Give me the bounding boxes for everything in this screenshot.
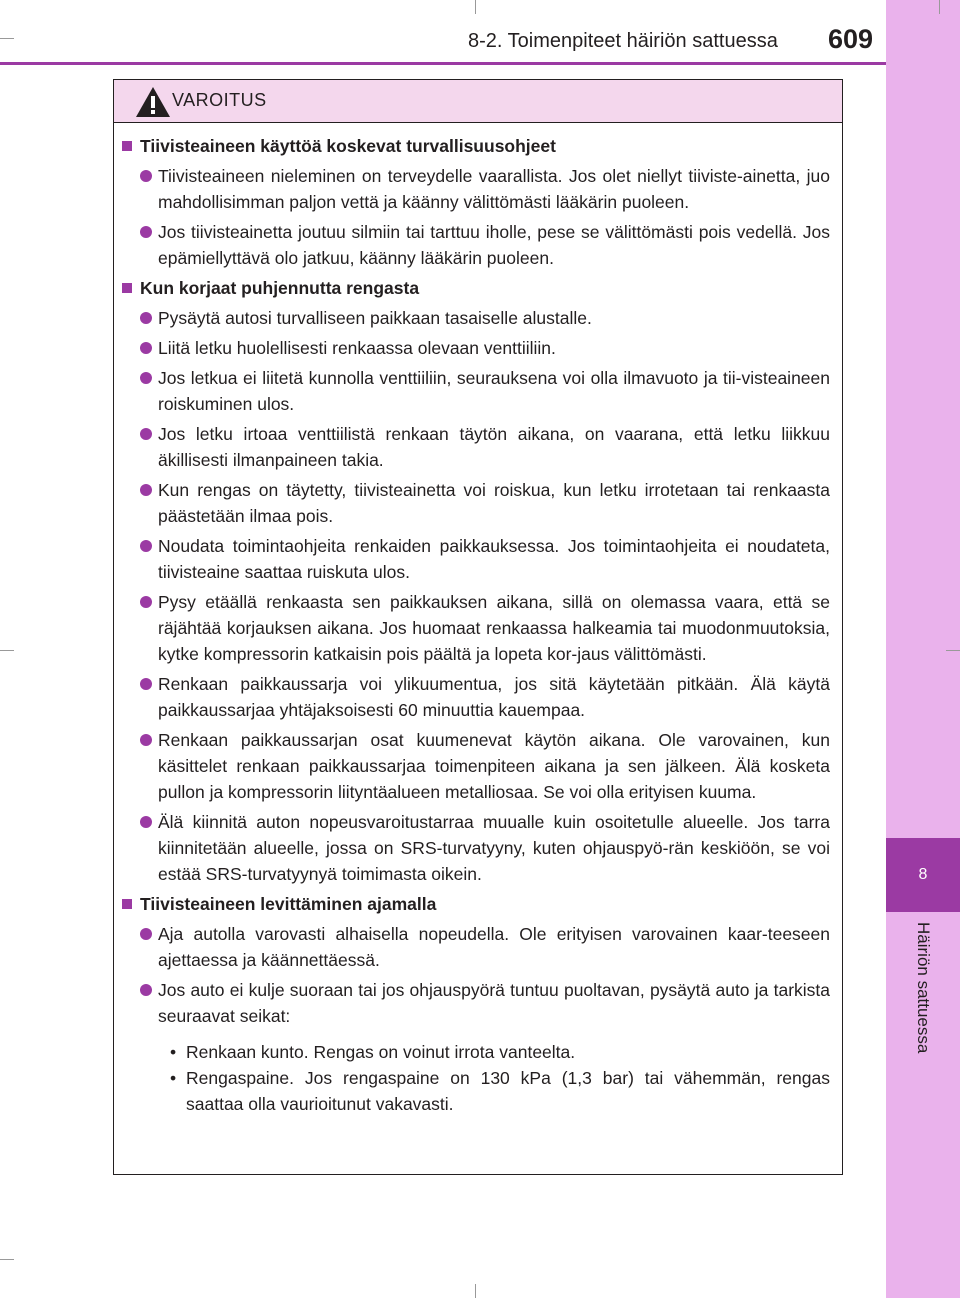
round-bullet-icon <box>140 170 152 182</box>
list-item: Pysäytä autosi turvalliseen paikkaan tasaiselle alustalle. <box>114 305 830 331</box>
warning-title: VAROITUS <box>172 90 267 110</box>
crop-mark <box>0 650 14 651</box>
list-item: Jos letkua ei liitetä kunnolla venttiiliin, seurauksena voi olla ilmavuoto ja tii-visteaineen roiskuminen ulos. <box>114 365 830 417</box>
round-bullet-icon <box>140 928 152 940</box>
section-heading: Tiivisteaineen levittäminen ajamalla <box>114 891 830 917</box>
crop-mark <box>0 1259 14 1260</box>
round-bullet-icon <box>140 342 152 354</box>
round-bullet-icon <box>140 678 152 690</box>
list-item: Jos tiivisteainetta joutuu silmiin tai tarttuu iholle, pese se välittömästi pois vedellä. Jos epämiellyttävä olo jatkuu, käänny lääkärin puoleen. <box>114 219 830 271</box>
crop-mark <box>475 0 476 14</box>
list-item: Renkaan paikkaussarja voi ylikuumentua, jos sitä käytetään pitkään. Älä käytä paikkaussarjaa yhtäjaksoisesti 60 minuuttia kauempaa. <box>114 671 830 723</box>
square-bullet-icon <box>122 283 132 293</box>
square-bullet-icon <box>122 141 132 151</box>
warning-header <box>114 80 842 123</box>
round-bullet-icon <box>140 372 152 384</box>
round-bullet-icon <box>140 484 152 496</box>
chapter-side-tab <box>886 0 960 1298</box>
crop-mark <box>939 0 940 14</box>
warning-body <box>114 123 842 1117</box>
crop-mark <box>946 650 960 651</box>
round-bullet-icon <box>140 816 152 828</box>
square-bullet-icon <box>122 899 132 909</box>
round-bullet-icon <box>140 540 152 552</box>
crop-mark <box>475 1284 476 1298</box>
header-rule <box>0 62 886 65</box>
round-bullet-icon <box>140 734 152 746</box>
sub-list-item: • Renkaan kunto. Rengas on voinut irrota vanteelta. <box>114 1039 830 1065</box>
chapter-label: Häiriön sattuessa <box>914 922 933 1054</box>
crop-mark <box>0 38 14 39</box>
list-item: Pysy etäällä renkaasta sen paikkauksen aikana, sillä on olemassa vaara, että se räjähtää korjauksen aikana. Jos huomaat renkaassa halkeamia tai muodonmuutoksia, kytke kompressorin katkaisin pois päältä ja lopeta kor-jaus välittömästi. <box>114 589 830 667</box>
round-bullet-icon <box>140 312 152 324</box>
round-bullet-icon <box>140 428 152 440</box>
sub-bullet-icon: • <box>170 1068 177 1088</box>
list-item: Kun rengas on täytetty, tiivisteainetta voi roiskua, kun letku irrotetaan tai renkaasta päästetään ilmaa pois. <box>114 477 830 529</box>
warning-triangle-icon <box>135 86 171 118</box>
round-bullet-icon <box>140 984 152 996</box>
section-heading: Kun korjaat puhjennutta rengasta <box>114 275 830 301</box>
section-title: 8-2. Toimenpiteet häiriön sattuessa <box>468 30 778 52</box>
sub-bullet-icon: • <box>170 1042 177 1062</box>
list-item: Jos letku irtoaa venttiilistä renkaan täytön aikana, on vaarana, että letku liikkuu äkillisesti ilmanpaineen takia. <box>114 421 830 473</box>
page-number: 609 <box>828 24 874 54</box>
section-heading: Tiivisteaineen käyttöä koskevat turvallisuusohjeet <box>114 133 830 159</box>
warning-box <box>113 79 843 1175</box>
list-item: Älä kiinnitä auton nopeusvaroitustarraa muualle kuin osoitetulle alueelle. Jos tarra kiinnitetään alueelle, jossa on SRS-turvatyyny, kuten ohjauspyö-rän keskiöön, se voi estää SRS-turvatyynyä toimimasta oikein. <box>114 809 830 887</box>
sub-list-item: • Rengaspaine. Jos rengaspaine on 130 kPa (1,3 bar) tai vähemmän, rengas saattaa olla vaurioitunut vakavasti. <box>114 1065 830 1117</box>
list-item: Liitä letku huolellisesti renkaassa olevaan venttiiliin. <box>114 335 830 361</box>
round-bullet-icon <box>140 596 152 608</box>
list-item: Noudata toimintaohjeita renkaiden paikkauksessa. Jos toimintaohjeita ei noudateta, tiivisteaine saattaa ruiskuta ulos. <box>114 533 830 585</box>
round-bullet-icon <box>140 226 152 238</box>
list-item: Renkaan paikkaussarjan osat kuumenevat käytön aikana. Ole varovainen, kun käsittelet renkaan paikkaussarjaa toimenpiteen aikana ja sen jälkeen. Älä kosketa pullon ja kompressorin liityntäalueen metalliosaa. Se voi olla erityisen kuuma. <box>114 727 830 805</box>
chapter-number: 8 <box>886 838 960 912</box>
list-item: Aja autolla varovasti alhaisella nopeudella. Ole erityisen varovainen kaar-teeseen ajettaessa ja käännettäessä. <box>114 921 830 973</box>
list-item: Tiivisteaineen nieleminen on terveydelle vaarallista. Jos olet niellyt tiiviste-ainetta, juo mahdollisimman paljon vettä ja käänny välittömästi lääkärin puoleen. <box>114 163 830 215</box>
list-item: Jos auto ei kulje suoraan tai jos ohjauspyörä tuntuu puoltavan, pysäytä auto ja tarkista seuraavat seikat: <box>114 977 830 1029</box>
